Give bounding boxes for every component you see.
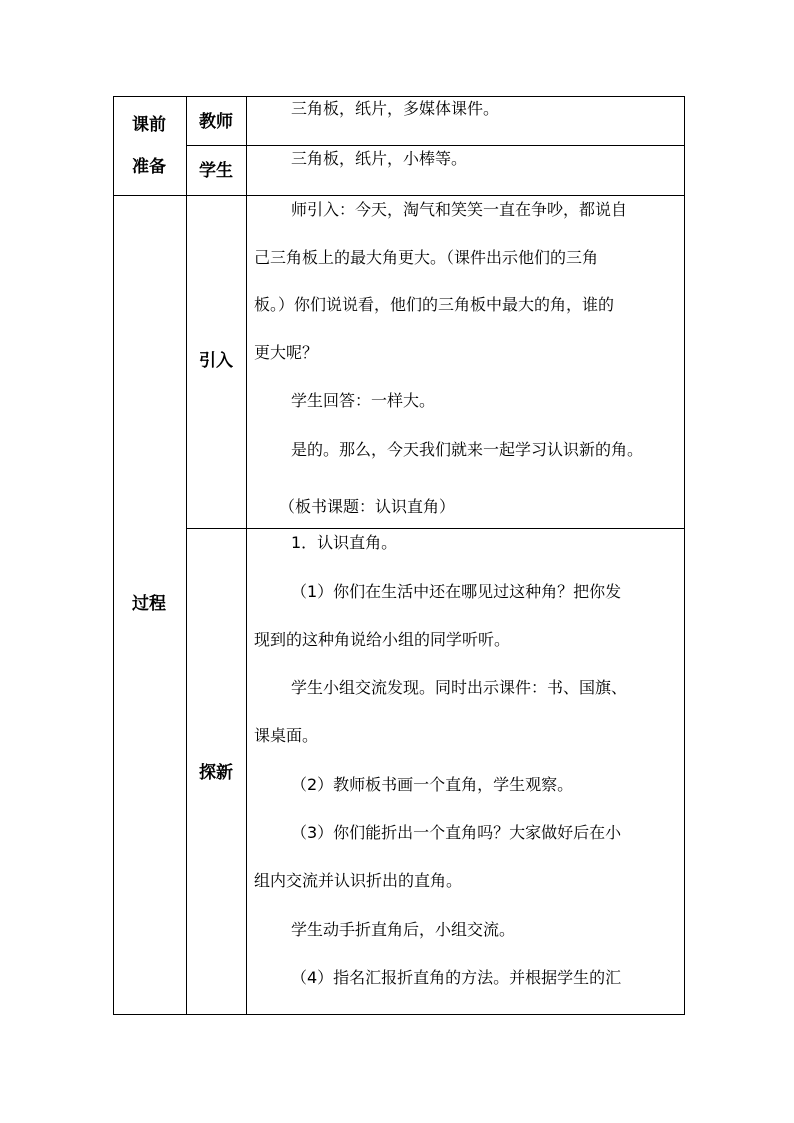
explore-line: 课桌面。 — [254, 726, 319, 745]
explore-line: （2）教师板书画一个直角，学生观察。 — [291, 775, 574, 794]
intro-label: 引入 — [199, 351, 233, 371]
explore-line: 组内交流并认识折出的直角。 — [254, 871, 463, 890]
prep-row-divider — [186, 145, 685, 146]
explore-line: （3）你们能折出一个直角吗？大家做好后在小 — [291, 823, 622, 842]
table-border-left — [113, 96, 114, 1015]
intro-line: 己三角板上的最大角更大。（课件出示他们的三角 — [254, 248, 599, 267]
intro-line: 板。）你们说说看，他们的三角板中最大的角，谁的 — [254, 295, 615, 314]
explore-line: 学生小组交流发现。同时出示课件：书、国旗、 — [291, 678, 628, 697]
teacher-content: 三角板，纸片，多媒体课件。 — [291, 99, 500, 118]
intro-line: 更大呢？ — [254, 343, 319, 362]
section-divider — [113, 195, 685, 196]
table-border-bottom — [113, 1014, 685, 1015]
explore-line: （1）你们在生活中还在哪见过这种角？把你发 — [291, 582, 622, 601]
explore-line: （4）指名汇报折直角的方法。并根据学生的汇 — [291, 968, 622, 987]
explore-line: 现到的这种角说给小组的同学听听。 — [254, 630, 511, 649]
teacher-label: 教师 — [199, 112, 233, 132]
prep-label-line1: 课前 — [132, 115, 166, 135]
prep-label-line2: 准备 — [132, 157, 166, 177]
explore-label: 探新 — [199, 763, 233, 783]
subsection-divider — [186, 528, 685, 529]
column-divider-1 — [186, 96, 187, 1015]
process-label: 过程 — [132, 594, 166, 614]
intro-line: 学生回答：一样大。 — [291, 391, 436, 410]
explore-line: 学生动手折直角后，小组交流。 — [291, 920, 516, 939]
explore-line: 1．认识直角。 — [291, 533, 398, 552]
intro-line: 师引入：今天，淘气和笑笑一直在争吵，都说自 — [291, 200, 628, 219]
table-border-right — [684, 96, 685, 1015]
student-content: 三角板，纸片，小棒等。 — [291, 149, 468, 168]
table-border-top — [113, 96, 685, 97]
student-label: 学生 — [199, 161, 233, 181]
intro-line: 是的。那么，今天我们就来一起学习认识新的角。 — [291, 440, 644, 459]
column-divider-2 — [246, 96, 247, 1015]
intro-line: （板书课题：认识直角） — [279, 497, 456, 516]
